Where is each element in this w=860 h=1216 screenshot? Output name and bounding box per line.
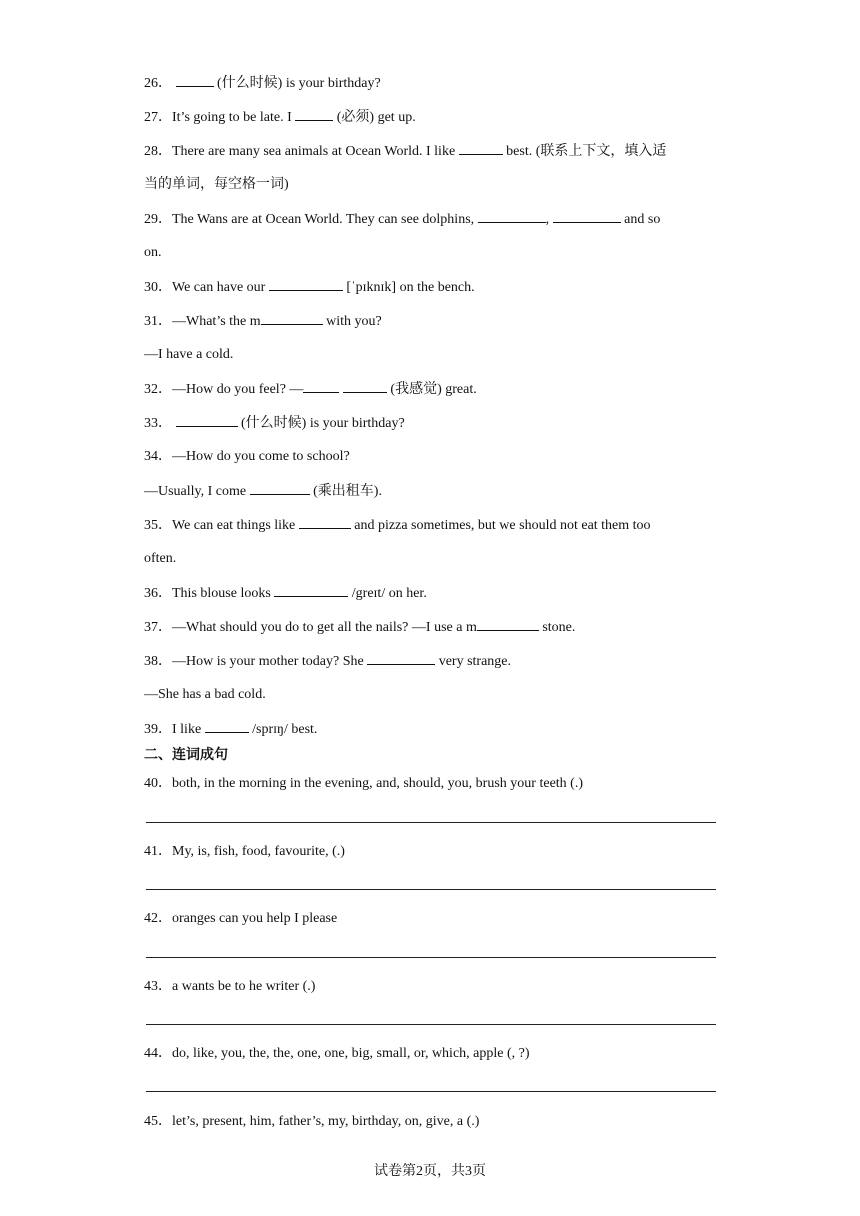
answer-blank[interactable] [205, 720, 249, 733]
question-text: (什么时候) is your birthday? [241, 416, 405, 431]
question-text: a wants be to he writer (.) [172, 979, 316, 994]
question-text: —I have a cold. [144, 347, 234, 362]
question-text: —She has a bad cold. [144, 687, 266, 702]
question-28 [144, 142, 666, 161]
question-37 [144, 618, 575, 637]
question-29-continued [144, 244, 162, 262]
question-text: We can have our [172, 280, 269, 295]
question-text: It’s going to be late. I [172, 110, 296, 125]
question-33 [144, 414, 405, 433]
question-number: 36． [144, 586, 172, 601]
question-text: My, is, fish, food, favourite, (.) [172, 844, 345, 859]
question-31-reply [144, 346, 233, 364]
answer-blank[interactable] [295, 108, 333, 121]
question-text: with you? [326, 314, 382, 329]
answer-blank[interactable] [478, 210, 546, 223]
answer-blank[interactable] [343, 380, 387, 393]
question-number: 45． [144, 1114, 172, 1129]
question-40 [144, 775, 583, 793]
question-41 [144, 843, 345, 861]
question-number: 28． [144, 144, 172, 159]
question-text: [ˈpɪknɪk] on the bench. [346, 280, 475, 295]
question-text: both, in the morning in the evening, and, should, you, brush your teeth (.) [172, 776, 583, 791]
question-35-continued [144, 550, 176, 568]
question-number: 43． [144, 979, 172, 994]
question-number: 44． [144, 1046, 172, 1061]
question-text: 当的单词，每空格一词) [144, 177, 289, 192]
question-text: We can eat things like [172, 518, 299, 533]
answer-line[interactable] [146, 1091, 716, 1092]
question-text: The Wans are at Ocean World. They can see dolphins, [172, 212, 478, 227]
answer-blank[interactable] [274, 584, 348, 597]
question-number: 38． [144, 654, 172, 669]
question-number: 31． [144, 314, 172, 329]
question-text: —What should you do to get all the nails? —I use a m [172, 620, 477, 635]
question-text: (乘出租车). [313, 484, 382, 499]
question-27 [144, 108, 416, 127]
question-text: stone. [542, 620, 576, 635]
question-30 [144, 278, 475, 297]
question-text: very strange. [438, 654, 512, 669]
answer-blank[interactable] [299, 516, 351, 529]
question-text: This blouse looks [172, 586, 275, 601]
question-number: 37． [144, 620, 172, 635]
question-32 [144, 380, 477, 399]
question-number: 41． [144, 844, 172, 859]
question-text: /sprɪŋ/ best. [252, 722, 318, 737]
question-number: 27． [144, 110, 172, 125]
question-number: 42． [144, 911, 172, 926]
question-number: 30． [144, 280, 172, 295]
question-26 [144, 74, 381, 93]
question-number: 33． [144, 416, 172, 431]
question-28-continued [144, 176, 289, 194]
question-39 [144, 720, 317, 739]
question-43 [144, 978, 315, 996]
question-text: and pizza sometimes, but we should not eat them too [354, 518, 651, 533]
section-2-title: 二、连词成句 [144, 747, 228, 763]
question-number: 35． [144, 518, 172, 533]
answer-blank[interactable] [553, 210, 621, 223]
question-text: I like [172, 722, 205, 737]
question-38-reply [144, 686, 266, 704]
question-text: do, like, you, the, the, one, one, big, small, or, which, apple (, ?) [172, 1046, 530, 1061]
answer-blank[interactable] [250, 482, 310, 495]
answer-blank[interactable] [367, 652, 435, 665]
question-38 [144, 652, 511, 671]
question-text: There are many sea animals at Ocean World. I like [172, 144, 459, 159]
question-text: —How do you feel? — [172, 382, 304, 397]
question-number: 34． [144, 449, 172, 464]
question-text: (必须) get up. [336, 110, 416, 125]
question-44 [144, 1045, 530, 1063]
question-35 [144, 516, 651, 535]
question-text: often. [144, 551, 177, 566]
question-text: —Usually, I come [144, 484, 250, 499]
question-29 [144, 210, 660, 229]
question-text: —What’s the m [172, 314, 261, 329]
question-text: /greɪt/ on her. [351, 586, 427, 601]
question-36 [144, 584, 427, 603]
question-text: on. [144, 245, 162, 260]
question-text: (我感觉) great. [390, 382, 477, 397]
answer-blank[interactable] [176, 74, 214, 87]
answer-blank[interactable] [261, 312, 323, 325]
question-31 [144, 312, 382, 331]
question-text: (什么时候) is your birthday? [217, 76, 381, 91]
question-34 [144, 448, 350, 466]
question-text: and so [624, 212, 661, 227]
answer-line[interactable] [146, 889, 716, 890]
answer-line[interactable] [146, 822, 716, 823]
question-34-reply [144, 482, 382, 501]
question-number: 39． [144, 722, 172, 737]
question-45 [144, 1113, 479, 1131]
answer-blank[interactable] [176, 414, 238, 427]
page-footer: 试卷第2页，共3页 [374, 1164, 486, 1179]
answer-line[interactable] [146, 1024, 716, 1025]
question-42 [144, 910, 337, 928]
answer-blank[interactable] [303, 380, 339, 393]
question-text: —How do you come to school? [172, 449, 350, 464]
answer-blank[interactable] [269, 278, 343, 291]
question-text: best. (联系上下文，填入适 [506, 144, 667, 159]
question-text: —How is your mother today? She [172, 654, 368, 669]
question-text: oranges can you help I please [172, 911, 338, 926]
answer-blank[interactable] [459, 142, 503, 155]
question-number: 40． [144, 776, 172, 791]
question-number: 29． [144, 212, 172, 227]
question-text: let’s, present, him, father’s, my, birthday, on, give, a (.) [172, 1114, 480, 1129]
question-text: , [545, 212, 553, 227]
question-number: 32． [144, 382, 172, 397]
answer-blank[interactable] [477, 618, 539, 631]
answer-line[interactable] [146, 957, 716, 958]
question-number: 26． [144, 76, 172, 91]
